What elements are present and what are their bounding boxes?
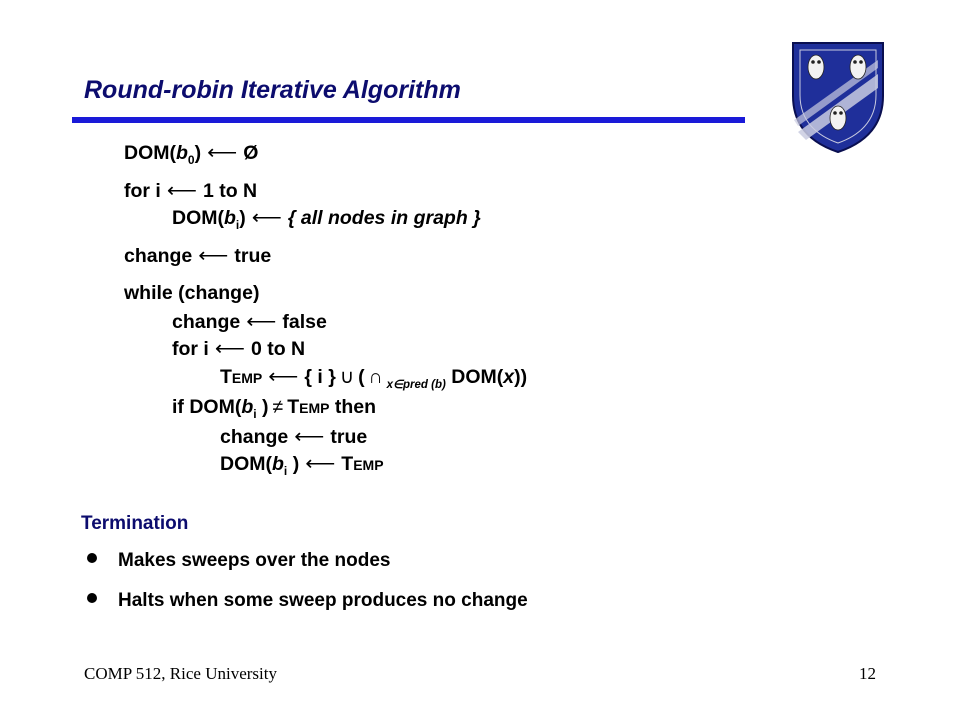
bullet-sweeps: Makes sweeps over the nodes	[118, 550, 391, 571]
rice-shield-logo	[790, 40, 886, 154]
code-line-change-true-inner: change ⟵ true	[220, 425, 368, 448]
title-underline	[72, 117, 745, 123]
page-number: 12	[859, 664, 876, 683]
bullet-dot	[87, 553, 97, 563]
code-line-while: while (change)	[124, 282, 260, 304]
code-line-init-dom-bi: $DOM(b_i)$ ⟵ { all nodes in graph }	[172, 206, 481, 232]
code-line-init-dom-b0: $DOM(b_0)$ ⟵ Ø	[124, 141, 259, 167]
code-line-for-1-to-n: for i ⟵ 1 to N	[124, 179, 258, 202]
footer-course: COMP 512, Rice University	[84, 664, 277, 683]
code-line-change-true: change ⟵ true	[124, 244, 272, 267]
code-line-for-0-to-n: for i ⟵ 0 to N	[172, 337, 306, 360]
code-line-if-changed: if $DOM(b_i$ ) ≠ TEMP then	[172, 396, 377, 421]
code-line-change-false: change ⟵ false	[172, 310, 327, 333]
termination-heading: Termination	[81, 513, 189, 534]
slide-title: Round-robin Iterative Algorithm	[84, 76, 461, 104]
bullet-dot	[87, 593, 97, 603]
code-line-temp-assign: TEMP ⟵ { i } ∪ ( ∩ $_{x\in pred (b)}$ DOM(x))	[220, 365, 528, 391]
bullet-halts: Halts when some sweep produces no change	[118, 590, 528, 611]
code-line-dom-bi-temp: $DOM(b_i$ ) ⟵ TEMP	[220, 452, 384, 478]
